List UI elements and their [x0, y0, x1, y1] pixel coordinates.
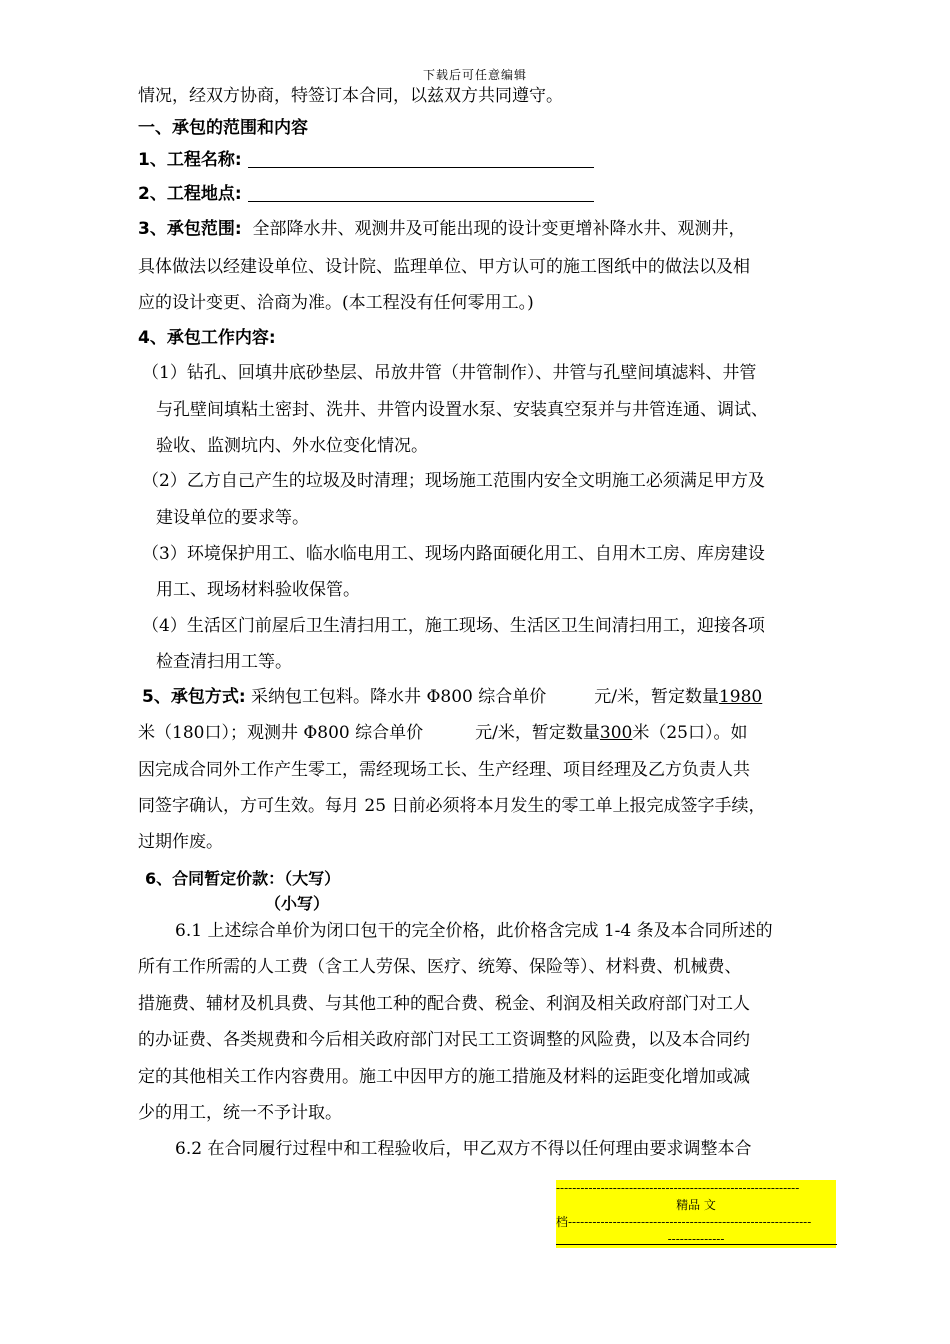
item-4-line-2: 检查清扫用工等。: [156, 652, 292, 672]
contract-method-text-b: 元/米，暂定数量: [594, 687, 719, 707]
contract-method-line-2: [138, 722, 747, 744]
item-3-line-2: 用工、现场材料验收保管。: [156, 580, 360, 600]
footer-dash-row-3: --------------: [667, 1232, 725, 1246]
intro-line: 情况，经双方协商，特签订本合同，以兹双方共同遵守。: [138, 86, 563, 106]
project-name-row: [138, 149, 594, 171]
item-2-line-1: （2）乙方自己产生的垃圾及时清理；现场施工范围内安全文明施工必须满足甲方及: [142, 471, 765, 491]
contract-method-row: [142, 686, 762, 708]
section-heading: 一、承包的范围和内容: [138, 118, 308, 138]
contract-price-uppercase: 6、合同暂定价款：（大写）: [145, 869, 341, 888]
item-3-line-1: （3）环境保护用工、临水临电用工、现场内路面硬化用工、自用木工房、库房建设: [142, 544, 765, 564]
footer-rule: [556, 1244, 837, 1245]
observation-well-text-b: 元/米，暂定数量: [475, 723, 600, 743]
contract-method-line-5: 过期作废。: [138, 832, 223, 852]
item-1-line-2: 与孔壁间填粘土密封、洗井、井管内设置水泵、安装真空泵并与井管连通、调试、: [156, 400, 768, 420]
contract-method-label: 5、承包方式:: [142, 687, 246, 707]
contract-price-lowercase: （小写）: [265, 894, 330, 913]
page-header: 下载后可任意编辑: [422, 68, 527, 82]
observation-well-text-a: 米（180口）；观测井 Φ800 综合单价: [138, 723, 424, 743]
clause-6-1-line-3: 措施费、辅材及机具费、与其他工种的配合费、税金、利润及相关政府部门对工人: [138, 994, 750, 1014]
dewatering-well-quantity: 1980: [718, 687, 763, 707]
contract-method-line-3: 因完成合同外工作产生零工，需经现场工长、生产经理、项目经理及乙方负责人共: [138, 760, 750, 780]
clause-6-1-line-6: 少的用工，统一不予计取。: [138, 1103, 342, 1123]
scope-label: 3、承包范围:: [138, 219, 242, 239]
observation-well-text-c: 米（25口）。如: [632, 723, 748, 743]
project-site-row: [138, 183, 594, 205]
project-name-label: 1、工程名称:: [138, 150, 242, 170]
item-2-line-2: 建设单位的要求等。: [156, 508, 309, 528]
clause-6-2-line-1: 6.2 在合同履行过程中和工程验收后，甲乙双方不得以任何理由要求调整本合: [175, 1139, 752, 1159]
project-site-label: 2、工程地点:: [138, 184, 242, 204]
footer-label: 精品 文: [676, 1198, 716, 1212]
project-name-blank: [248, 149, 594, 168]
clause-6-1-line-4: 的办证费、各类规费和今后相关政府部门对民工工资调整的风险费，以及本合同约: [138, 1030, 750, 1050]
clause-6-1-line-1: 6.1 上述综合单价为闭口包干的完全价格，此价格含完成 1-4 条及本合同所述的: [175, 921, 773, 941]
scope-text: 全部降水井、观测井及可能出现的设计变更增补降水井、观测井，: [252, 219, 746, 239]
work-content-label: 4、承包工作内容:: [138, 328, 276, 348]
clause-6-1-line-5: 定的其他相关工作内容费用。施工中因甲方的施工措施及材料的运距变化增加或减: [138, 1067, 750, 1087]
scope-line-3: 应的设计变更、洽商为准。(本工程没有任何零用工。): [138, 293, 534, 313]
item-1-line-1: （1）钻孔、回填井底砂垫层、吊放井管（井管制作）、井管与孔壁间填滤料、井管: [142, 363, 757, 383]
footer-dash-row-2: 档------------------------------------------------------------: [556, 1215, 812, 1229]
scope-row: [138, 218, 745, 240]
footer-watermark-box: [556, 1180, 836, 1248]
contract-method-line-4: 同签字确认，方可生效。每月 25 日前必须将本月发生的零工单上报完成签字手续，: [138, 796, 766, 816]
observation-well-quantity: 300: [599, 723, 633, 743]
item-4-line-1: （4）生活区门前屋后卫生清扫用工，施工现场、生活区卫生间清扫用工，迎接各项: [142, 616, 765, 636]
contract-method-text-a: 采纳包工包料。降水井 Φ800 综合单价: [251, 687, 547, 707]
scope-line-2: 具体做法以经建设单位、设计院、监理单位、甲方认可的施工图纸中的做法以及相: [138, 257, 750, 277]
footer-dash-row-1: ------------------------------------------------------------: [556, 1181, 800, 1195]
item-1-line-3: 验收、监测坑内、外水位变化情况。: [156, 436, 428, 456]
clause-6-1-line-2: 所有工作所需的人工费（含工人劳保、医疗、统筹、保险等）、材料费、机械费、: [138, 957, 742, 977]
project-site-blank: [248, 183, 594, 202]
